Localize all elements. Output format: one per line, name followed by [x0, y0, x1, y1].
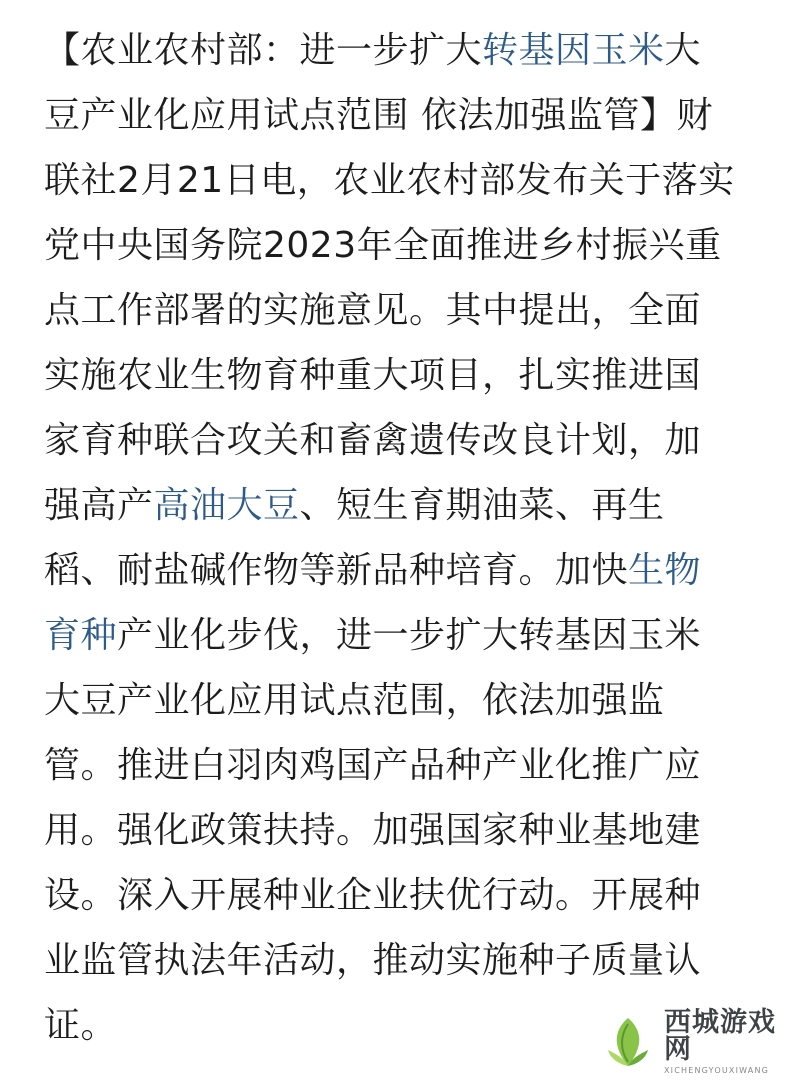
- article-line: [44, 538, 764, 603]
- article-text: 党中央国务院2023年全面推进乡村振兴重: [44, 225, 722, 266]
- article-text: 点工作部署的实施意见。其中提出，全面: [44, 290, 702, 331]
- article-line: [44, 668, 764, 733]
- article-text: 强高产: [44, 485, 154, 526]
- watermark-name: 西城游戏网: [664, 1007, 776, 1065]
- article-text: 管。推进白羽肉鸡国产品种产业化推广应: [44, 745, 702, 786]
- site-watermark: [598, 1009, 794, 1075]
- article-text: 【农业农村部：进一步扩大: [44, 30, 483, 71]
- article-line: [44, 928, 764, 993]
- article-text: 联社2月21日电，农业农村部发布关于落实: [44, 160, 735, 201]
- keyword-link[interactable]: 高油大豆: [153, 485, 300, 526]
- article-line: [44, 83, 764, 148]
- article-text: 家育种联合攻关和畜禽遗传改良计划，加: [44, 420, 702, 461]
- article-line: [44, 18, 764, 83]
- watermark-pinyin: XICHENGYOUXIWANG: [664, 1066, 770, 1075]
- article-line: [44, 798, 764, 863]
- article-text: 、短生育期油菜、再生: [299, 485, 665, 526]
- article-text: 用。强化政策扶持。加强国家种业基地建: [44, 810, 702, 851]
- article-text: 实施农业生物育种重大项目，扎实推进国: [44, 355, 702, 396]
- watermark-text: [664, 1009, 794, 1075]
- article-text: 豆产业化应用试点范围 依法加强监管】财: [44, 95, 713, 136]
- article-line: [44, 733, 764, 798]
- article-line: [44, 148, 764, 213]
- green-leaf-logo-icon: [598, 1012, 658, 1072]
- article-line: [44, 603, 764, 668]
- keyword-link[interactable]: 转基因玉米: [482, 30, 665, 71]
- article-text: 大: [664, 30, 702, 71]
- article-text: 产业化步伐，进一步扩大转基因玉米: [117, 615, 702, 656]
- article-line: [44, 863, 764, 928]
- article-text: 业监管执法年活动，推动实施种子质量认: [44, 940, 702, 981]
- keyword-link[interactable]: 育种: [44, 615, 118, 656]
- article-line: [44, 408, 764, 473]
- article-body: [44, 18, 764, 1058]
- article-text: 证。: [44, 1005, 118, 1046]
- article-text: 设。深入开展种业企业扶优行动。开展种: [44, 875, 702, 916]
- article-line: [44, 278, 764, 343]
- keyword-link[interactable]: 生物: [628, 550, 702, 591]
- article-text: 稻、耐盐碱作物等新品种培育。加快: [44, 550, 629, 591]
- article-line: [44, 473, 764, 538]
- article-line: [44, 213, 764, 278]
- article-text: 大豆产业化应用试点范围，依法加强监: [44, 680, 665, 721]
- article-line: [44, 343, 764, 408]
